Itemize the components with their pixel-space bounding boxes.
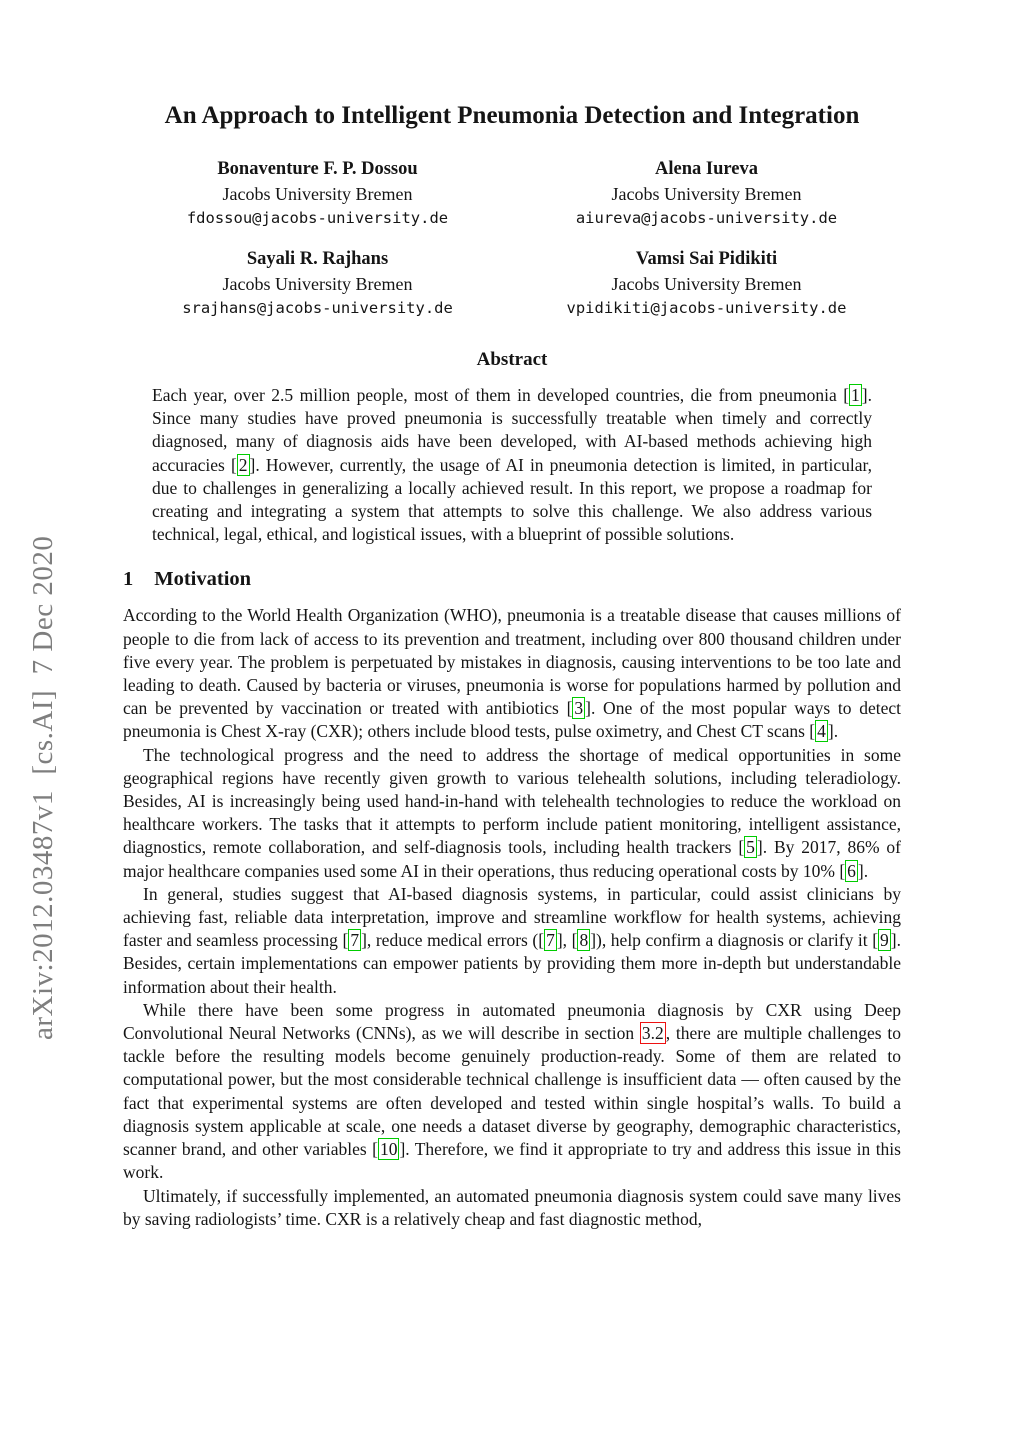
citation-link[interactable]: 2 [238,454,248,475]
citation-link[interactable]: 4 [817,721,826,742]
author-name: Alena Iureva [655,159,758,179]
section-heading-motivation [123,568,901,591]
arxiv-watermark: arXiv:2012.03487v1 [cs.AI] 7 Dec 2020 [27,535,59,1040]
author-email: srajhans@jacobs-university.de [182,299,453,317]
author-affiliation: Jacobs University Bremen [222,184,413,204]
author-email: vpidikiti@jacobs-university.de [566,299,847,317]
citation-link[interactable]: 10 [379,1139,398,1160]
author-name: Vamsi Sai Pidikiti [635,249,778,269]
body-paragraph: Ultimately, if successfully implemented, an automated pneumonia diagnosis system could save many lives by saving radiologists’ time. CXR is a relatively cheap and fast diagnostic method, [123,1185,901,1229]
section-ref-link[interactable]: 3.2 [641,1023,664,1044]
author-block [123,247,512,321]
body-paragraph: According to the World Health Organization (WHO), pneumonia is a treatable disease that causes millions of people to die from lack of access to its prevention and treatment, including over 800 thousand children under five every year. The problem is perpetuated by mistakes in diagnosis, causing interventions to be too late and leading to death. Caused by bacteria or viruses, pneumonia is worse for populations harmed by pollution and can be prevented by vaccination or treated with antibiotics [ 3 ]. One of the most popular ways to detect pneumonia is Chest X-ray (CXR); others include blood tests, pulse oximetry, and Chest CT scans [ 4 ]. [123,605,901,742]
author-block [123,157,512,231]
author-list [123,141,901,321]
body-paragraph: While there have been some progress in automated pneumonia diagnosis by CXR using Deep Convolutional Neural Networks (CNNs), as we will describe in section 3.2 , there are multiple challenges to tackle before the resulting models become genuinely production-ready. Some of them are related to computational power, but the most considerable technical challenge is insufficient data — often caused by the fact that experimental systems are often developed and tested within single hospital’s walls. To build a diagnosis system applicable at scale, one needs a dataset diverse by geography, demographic characteristics, scanner brand, and other variables [ 10 ]. Therefore, we find it appropriate to try and address this issue in this work. [123,999,901,1183]
citation-link[interactable]: 8 [579,930,589,951]
citation-link[interactable]: 7 [350,930,360,951]
author-affiliation: Jacobs University Bremen [611,274,802,294]
paper-title: An Approach to Intelligent Pneumonia Detection and Integration [164,102,860,129]
citation-link[interactable]: 1 [851,385,860,405]
author-affiliation: Jacobs University Bremen [222,274,413,294]
paper-content [123,100,901,1231]
author-name: Bonaventure F. P. Dossou [217,159,418,179]
citation-link[interactable]: 7 [546,930,555,951]
author-name: Sayali R. Rajhans [246,249,389,269]
body-paragraph: The technological progress and the need to address the shortage of medical opportunities in some geographical regions have recently given growth to various telehealth solutions, including teleradiology. Besides, AI is increasingly being used hand-in-hand with telehealth technologies to reduce the workload on healthcare workers. The tasks that it attempts to perform include patient monitoring, intelligent assistance, diagnostics, remote collaboration, and self-diagnosis tools, including health trackers [ 5 ]. By 2017, 86% of major healthcare companies used some AI in their operations, thus reducing operational costs by 10% [ 6 ]. [123,744,901,881]
citation-link[interactable]: 6 [847,860,856,881]
author-block [512,247,901,321]
citation-link[interactable]: 3 [574,698,584,719]
author-email: fdossou@jacobs-university.de [186,209,449,227]
citation-link[interactable]: 5 [746,837,755,858]
citation-link[interactable]: 9 [880,930,889,951]
author-email: aiureva@jacobs-university.de [575,209,838,227]
abstract-heading: Abstract [476,349,548,370]
author-block [512,157,901,231]
abstract-text: Each year, over 2.5 million people, most of them in developed countries, die from pneumonia [ 1 ]. Since many studies have proved pneumonia is successfully treatable when timely and correctly diagnosed, many of diagnosis aids have been developed, with AI-based methods achieving high accuracies [ 2 ]. However, currently, the usage of AI in pneumonia detection is limited, in particular, due to challenges in generalizing a locally achieved result. In this report, we propose a roadmap for creating and integrating a system that attempts to solve this challenge. We also address various technical, legal, ethical, and logistical issues, with a blueprint of possible solutions. [152,385,872,545]
body-paragraph: In general, studies suggest that AI-based diagnosis systems, in particular, could assist clinicians by achieving fast, reliable data interpretation, improve and streamline workflow for health systems, achieving faster and seamless processing [ 7 ], reduce medical errors ([ 7 ], [ 8 ]), help confirm a diagnosis or clarify it [ 9 ]. Besides, certain implementations can empower patients by providing them more in-depth but understandable information about their health. [123,883,901,997]
author-affiliation: Jacobs University Bremen [611,184,802,204]
section-title: Motivation [154,568,252,591]
section-number: 1 [123,568,134,591]
